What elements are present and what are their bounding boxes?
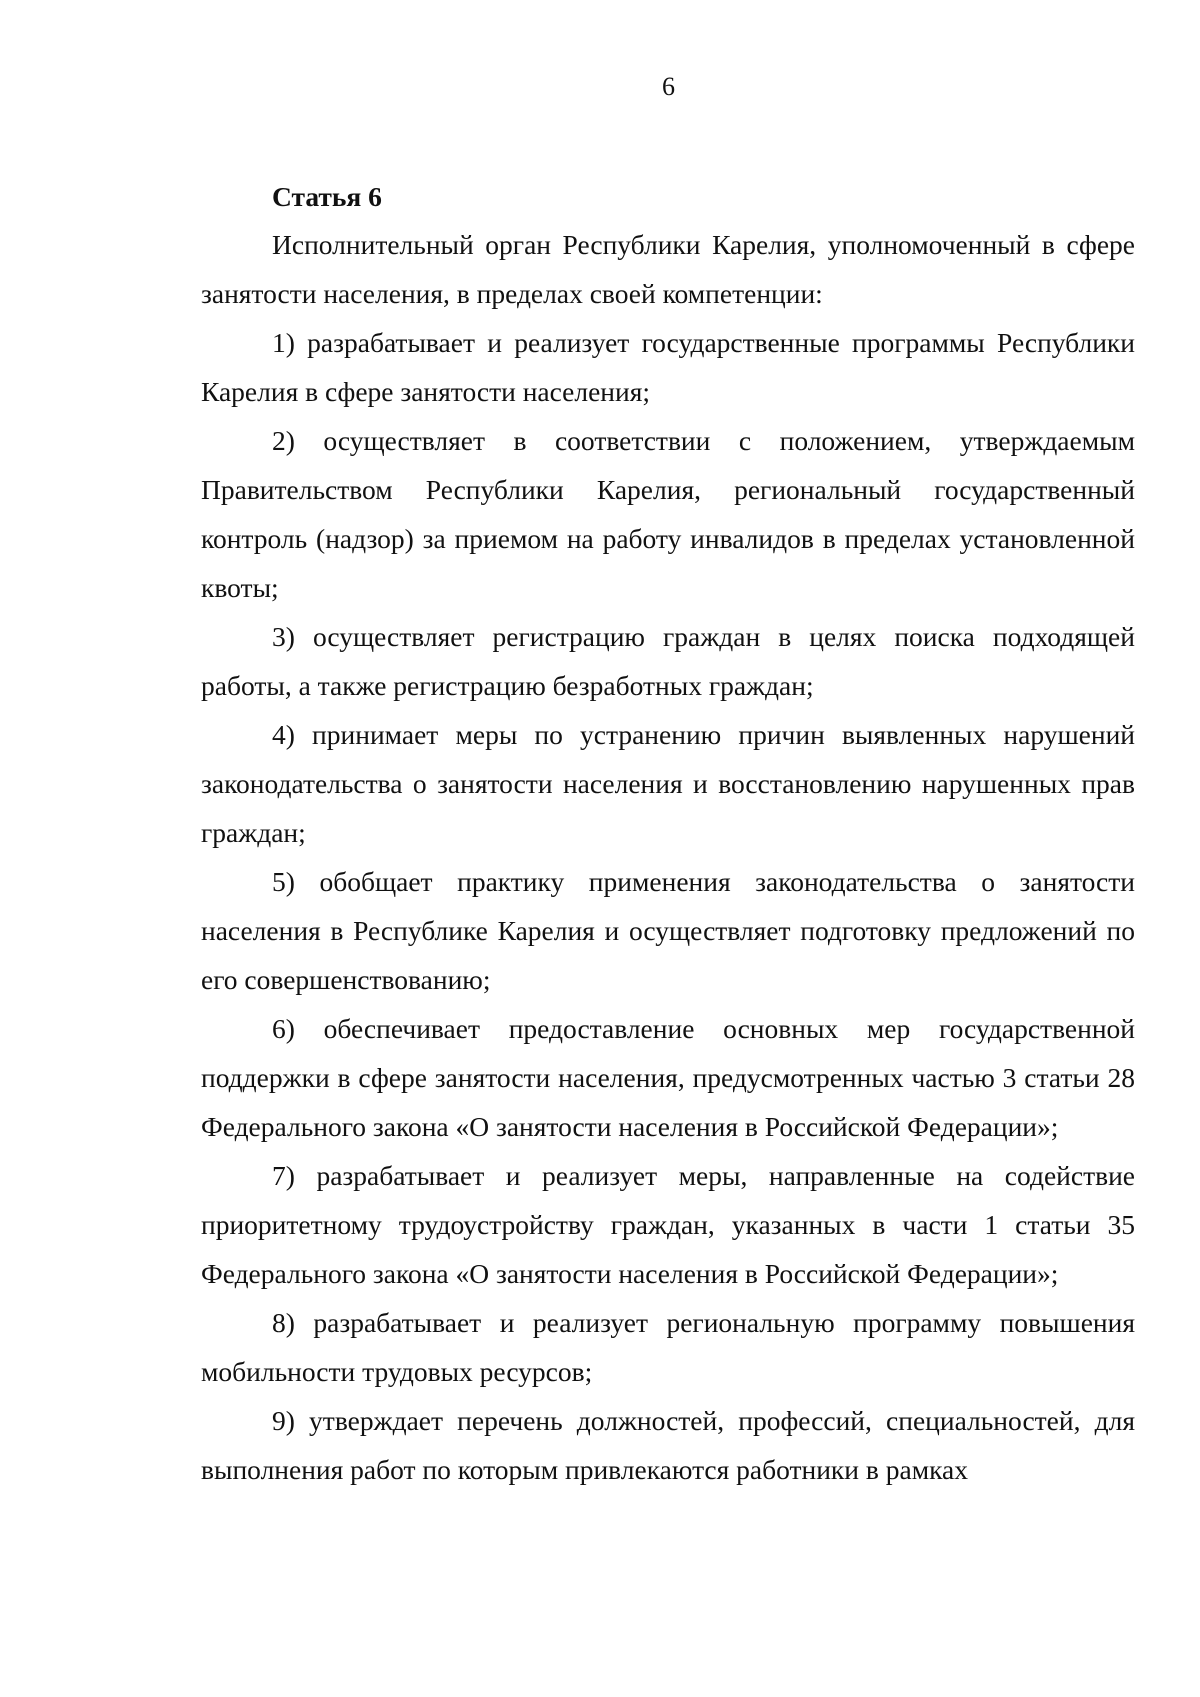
list-item: 2) осуществляет в соответствии с положением, утверждаемым Правительством Республики Карелия, региональный государственный контроль (надзор) за приемом на работу инвалидов в пределах установленной квоты; xyxy=(201,425,1135,603)
list-item-continued: 9) утверждает перечень должностей, профессий, специальностей, для выполнения работ по которым привлекаются работники в рамках xyxy=(201,1405,1135,1485)
list-item: 4) принимает меры по устранению причин выявленных нарушений законодательства о занятости населения и восстановлению нарушенных прав граждан; xyxy=(201,719,1135,848)
article-intro: Исполнительный орган Республики Карелия, уполномоченный в сфере занятости населения, в пределах своей компетенции: xyxy=(201,229,1135,309)
list-item: 6) обеспечивает предоставление основных мер государственной поддержки в сфере занятости населения, предусмотренных частью 3 статьи 28 Федерального закона «О занятости населения в Российской Федерации»; xyxy=(201,1013,1135,1142)
article-title: Статья 6 xyxy=(272,181,382,212)
list-item: 3) осуществляет регистрацию граждан в целях поиска подходящей работы, а также регистрацию безработных граждан; xyxy=(201,621,1135,701)
list-item: 8) разрабатывает и реализует региональную программу повышения мобильности трудовых ресурсов; xyxy=(201,1307,1135,1387)
article-body xyxy=(201,172,1135,1494)
list-item: 5) обобщает практику применения законодательства о занятости населения в Республике Карелия и осуществляет подготовку предложений по его совершенствованию; xyxy=(201,866,1135,995)
list-item: 7) разрабатывает и реализует меры, направленные на содействие приоритетному трудоустройству граждан, указанных в части 1 статьи 35 Федерального закона «О занятости населения в Российской Федерации»; xyxy=(201,1160,1135,1289)
list-item: 1) разрабатывает и реализует государственные программы Республики Карелия в сфере занятости населения; xyxy=(201,327,1135,407)
page-number: 6 xyxy=(662,72,675,101)
